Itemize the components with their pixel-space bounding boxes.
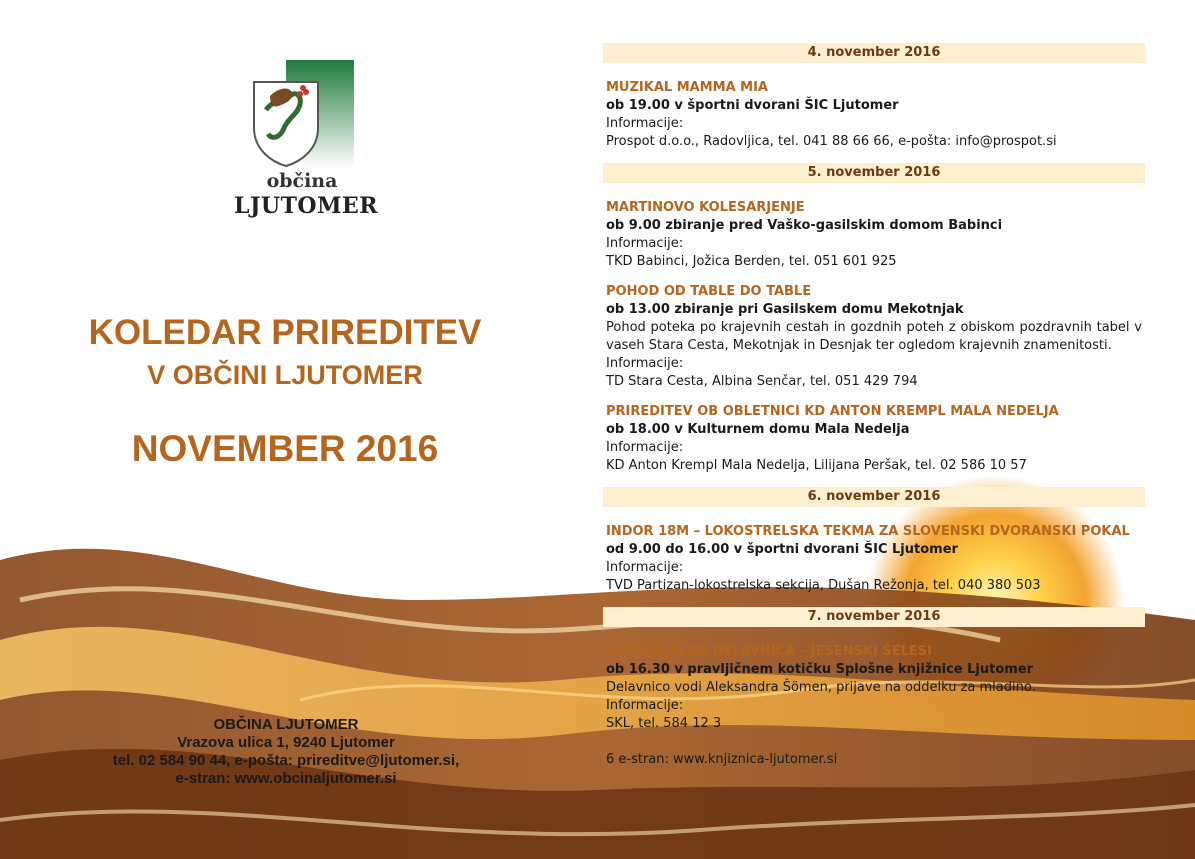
event-item (603, 283, 1145, 391)
month-title: NOVEMBER 2016 (131, 428, 439, 469)
event-info-label: Informacije: (606, 116, 684, 131)
event-contact: Prospot d.o.o., Radovljica, tel. 041 88 66 66, e-pošta: info@prospot.si (606, 134, 1057, 149)
coat-of-arms-icon (248, 58, 356, 170)
event-description: Pohod poteka po krajevnih cestah in gozdnih poteh z obiskom pozdravnih tabel v vaseh Stara Cesta, Mekotnjak in Desnjak ter ogledom krajevnih znamenitosti. (606, 320, 1142, 353)
date-header: 6. november 2016 (603, 487, 1145, 507)
event-contact: TVD Partizan-lokostrelska sekcija, Dušan Režonja, tel. 040 380 503 (606, 578, 1041, 593)
event-contact: SKL, tel. 584 12 3 (606, 716, 722, 731)
page-title: KOLEDAR PRIREDITEV (88, 313, 482, 352)
event-time: ob 13.00 zbiranje pri Gasilskem domu Mekotnjak (606, 302, 964, 317)
logo-text-obcina: občina (266, 170, 338, 192)
event-item (603, 523, 1145, 595)
event-time: ob 9.00 zbiranje pred Vaško-gasilskim domom Babinci (606, 218, 1003, 233)
event-item (603, 79, 1145, 151)
event-website: 6 e-stran: www.knjiznica-ljutomer.si (606, 752, 838, 767)
event-time: ob 19.00 v športni dvorani ŠIC Ljutomer (606, 98, 899, 113)
event-info-label: Informacije: (606, 236, 684, 251)
event-title: MUZIKAL MAMMA MIA (606, 80, 768, 95)
event-title: PRIREDITEV OB OBLETNICI KD ANTON KREMPL MALA NEDELJA (606, 404, 1059, 419)
address-phone-email: tel. 02 584 90 44, e-pošta: prireditve@ljutomer.si, (112, 752, 460, 769)
event-contact: KD Anton Krempl Mala Nedelja, Lilijana Peršak, tel. 02 586 10 57 (606, 458, 1027, 473)
event-info-label: Informacije: (606, 440, 684, 455)
address-name: OBČINA LJUTOMER (213, 716, 359, 733)
event-item (603, 643, 1145, 769)
municipality-logo (234, 58, 379, 223)
event-title: MARTINOVO KOLESARJENJE (606, 200, 805, 215)
event-time: ob 18.00 v Kulturnem domu Mala Nedelja (606, 422, 910, 437)
event-description: Delavnico vodi Aleksandra Šömen, prijave na oddelku za mladino. (606, 680, 1036, 695)
address-website: e-stran: www.obcinaljutomer.si (175, 770, 397, 787)
date-header: 5. november 2016 (603, 163, 1145, 183)
event-info-label: Informacije: (606, 560, 684, 575)
date-header: 7. november 2016 (603, 607, 1145, 627)
address-street: Vrazova ulica 1, 9240 Ljutomer (177, 734, 395, 751)
event-time: ob 16.30 v pravljičnem kotičku Splošne knjižnice Ljutomer (606, 662, 1034, 677)
event-title: INDOR 18M – LOKOSTRELSKA TEKMA ZA SLOVENSKI DVORANSKI POKAL (606, 524, 1130, 539)
logo-text-ljutomer: LJUTOMER (234, 193, 379, 219)
contact-address (66, 716, 506, 788)
event-item (603, 199, 1145, 271)
event-time: od 9.00 do 16.00 v športni dvorani ŠIC Ljutomer (606, 542, 958, 557)
event-blank-line (606, 733, 1142, 751)
event-contact: TKD Babinci, Jožica Berden, tel. 051 601 925 (606, 254, 897, 269)
event-title: POHOD OD TABLE DO TABLE (606, 284, 812, 299)
event-calendar (603, 43, 1145, 781)
event-info-label: Informacije: (606, 698, 684, 713)
left-panel (0, 0, 580, 859)
page-subtitle: V OBČINI LJUTOMER (147, 360, 423, 390)
event-item (603, 403, 1145, 475)
event-title: USTVARJALNA DELAVNICA – JESENSKI ŠELESI (606, 644, 932, 659)
event-info-label: Informacije: (606, 356, 684, 371)
date-header: 4. november 2016 (603, 43, 1145, 63)
event-contact: TD Stara Cesta, Albina Senčar, tel. 051 429 794 (606, 374, 918, 389)
